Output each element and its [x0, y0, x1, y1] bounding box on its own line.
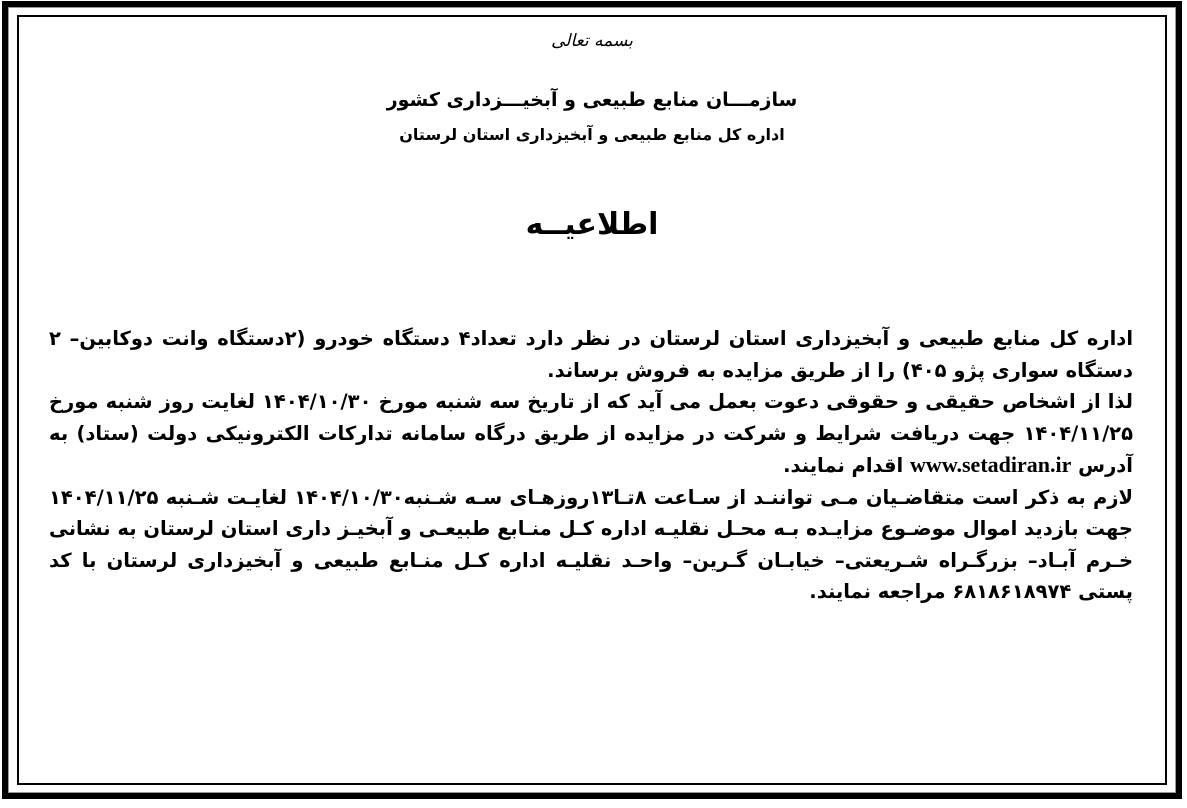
organization-name: سازمـــان منابع طبیعی و آبخیـــزداری کشور	[386, 89, 798, 111]
invitation-text: لذا از اشخاص حقیقی و حقوقی دعوت بعمل می آید که از تاریخ سه شنبه مورخ ۱۴۰۴/۱۰/۳۰ لغایت روز شنبه مورخ ۱۴۰۴/۱۱/۲۵ جهت دریافت شرایط و شرکت در مزایده از طریق درگاه سامانه تدارکات الکترونیکی دولت (ستاد) به آدرس	[49, 390, 1133, 477]
website-link[interactable]: www.setadiran.ir	[910, 452, 1072, 477]
document-outer-border	[2, 1, 1182, 799]
announcement-title: اطلاعیــه	[525, 207, 659, 242]
paragraph-invitation	[49, 386, 1133, 482]
department-name: اداره کل منابع طبیعی و آبخیزداری استان لرستان	[399, 125, 785, 144]
announcement-body	[49, 323, 1133, 608]
announcement-document	[19, 17, 1165, 783]
document-inner-border	[17, 15, 1167, 785]
paragraph-visit-info: لازم به ذکر است متقاضـیان مـی تواننـد از سـاعت ۸تـا۱۳روزهـای سـه شـنبه۱۴۰۴/۱۰/۳۰ لغایـت شـنبه ۱۴۰۴/۱۱/۲۵ جهت بازدید اموال موضـوع مزایـده بـه محـل نقلیـه اداره کـل منـابع طبیعـی و آبخیـز داری استان لرستان به نشانی خـرم آبـاد– بزرگـراه شـریعتی– خیابـان گـرین– واحـد نقلیـه اداره کـل منـابع طبیعی و آبخیزداری لرستان با کد پستی ۶۸۱۸۶۱۸۹۷۴ مراجعه نمایند.	[49, 485, 1133, 603]
invitation-text-end: اقدام نمایند.	[783, 454, 911, 477]
basmala-heading: بسمه تعالی	[551, 31, 633, 51]
paragraph-sale-notice: اداره کل منابع طبیعی و آبخیزداری استان لرستان در نظر دارد تعداد۴ دستگاه خودرو (۲دستگاه وانت دوکابین– ۲ دستگاه سواری پژو ۴۰۵) را از طریق مزایده به فروش برساند.	[49, 327, 1134, 382]
